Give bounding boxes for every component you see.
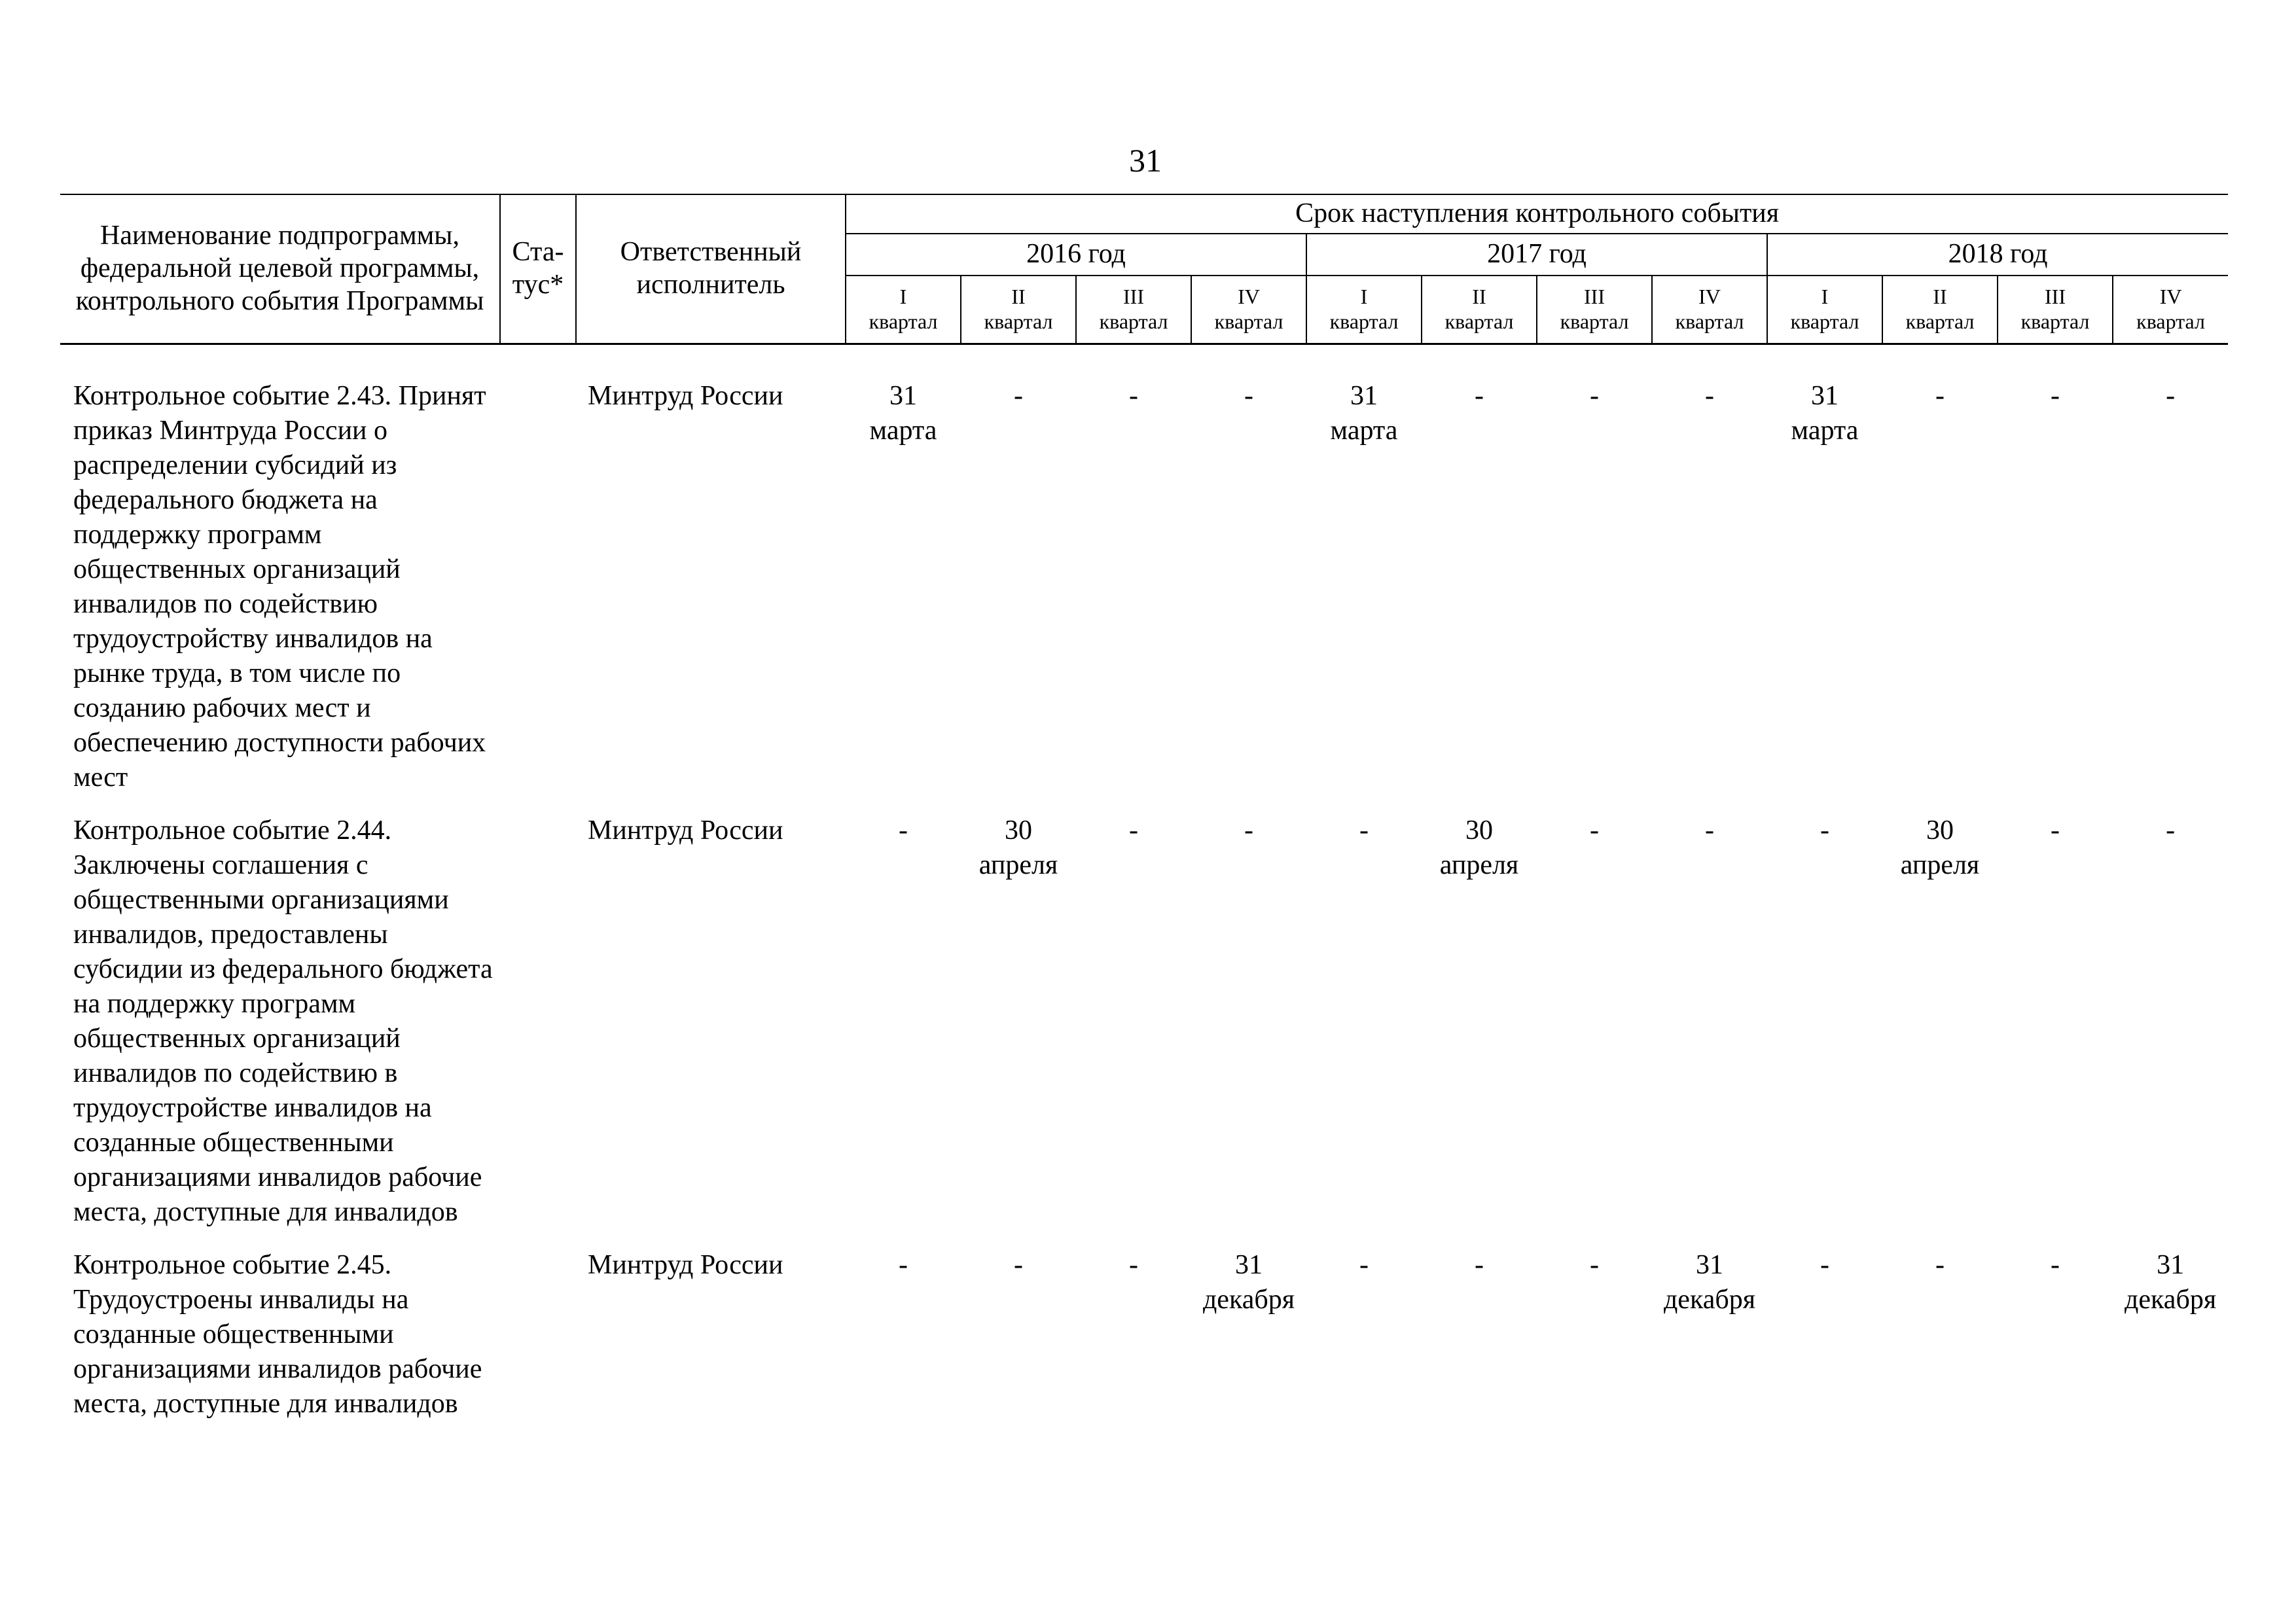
- header-quarter: IV квартал: [2113, 276, 2228, 344]
- deadline-day: -: [1129, 1249, 1138, 1280]
- event-executor: Минтруд России: [588, 1249, 783, 1280]
- quarter-cell: [1076, 1248, 1191, 1440]
- deadline-day: -: [899, 815, 908, 846]
- deadline-day: -: [1244, 380, 1253, 411]
- quarter-cell: [1422, 1248, 1537, 1440]
- deadline-day: -: [2051, 815, 2060, 846]
- quarter-cell: [846, 379, 961, 813]
- deadline-day: -: [1129, 815, 1138, 846]
- deadline-month: марта: [869, 415, 937, 446]
- deadline-month: марта: [1791, 415, 1859, 446]
- quarter-cell: [1076, 813, 1191, 1248]
- header-quarter: II квартал: [1422, 276, 1537, 344]
- quarter-cell: [1882, 379, 1998, 813]
- header-status-l2: тус*: [512, 269, 564, 300]
- quarter-cell: [1882, 813, 1998, 1248]
- event-name: Контрольное событие 2.44. Заключены соглашения с общественными организациями инвалидов, предоставлены субсидии из федерального бюджета на поддержку программ общественных организаций инвалидов по содействию в трудоустройстве инвалидов на созданные общественными организациями инвалидов рабочие места, доступные для инвалидов: [73, 815, 493, 1227]
- deadline-day: 31: [1350, 380, 1378, 411]
- deadline-month: апреля: [1439, 849, 1519, 880]
- quarter-cell: [1767, 379, 1882, 813]
- quarter-cell: [1076, 379, 1191, 813]
- quarter-cell: [1652, 379, 1767, 813]
- table-header: [60, 194, 2228, 344]
- quarter-cell: [961, 379, 1076, 813]
- deadline-day: -: [1014, 380, 1023, 411]
- header-quarter: III квартал: [1076, 276, 1191, 344]
- quarter-cell: [2113, 379, 2228, 813]
- header-quarter: IV квартал: [1652, 276, 1767, 344]
- header-quarter: I квартал: [1306, 276, 1422, 344]
- deadline-day: -: [899, 1249, 908, 1280]
- deadline-month: декабря: [2125, 1284, 2217, 1315]
- deadline-day: -: [1359, 815, 1369, 846]
- deadline-day: -: [2051, 1249, 2060, 1280]
- quarter-cell: [1652, 813, 1767, 1248]
- header-quarter: I квартал: [846, 276, 961, 344]
- deadline-day: 30: [1005, 815, 1032, 846]
- quarter-cell: [1998, 1248, 2113, 1440]
- deadline-day: -: [1475, 380, 1484, 411]
- header-quarter: II квартал: [961, 276, 1076, 344]
- quarter-cell: [1998, 813, 2113, 1248]
- deadline-day: -: [1935, 1249, 1945, 1280]
- quarter-cell: [961, 813, 1076, 1248]
- table-row: [60, 1248, 2228, 1440]
- header-quarter: IV квартал: [1191, 276, 1306, 344]
- quarter-cell: [1191, 813, 1306, 1248]
- deadline-day: -: [1590, 380, 1599, 411]
- header-year-2018: 2018 год: [1767, 234, 2228, 276]
- quarter-cell: [1767, 813, 1882, 1248]
- quarter-cell: [1882, 1248, 1998, 1440]
- deadline-day: 31: [889, 380, 917, 411]
- deadline-day: -: [1705, 815, 1714, 846]
- quarter-cell: [1306, 379, 1422, 813]
- deadline-month: декабря: [1202, 1284, 1295, 1315]
- deadline-day: -: [1014, 1249, 1023, 1280]
- quarter-cell: [846, 813, 961, 1248]
- deadline-day: -: [2166, 815, 2176, 846]
- deadline-day: -: [1359, 1249, 1369, 1280]
- quarter-cell: [1191, 1248, 1306, 1440]
- quarter-cell: [2113, 1248, 2228, 1440]
- quarter-cell: [1306, 1248, 1422, 1440]
- deadline-month: декабря: [1663, 1284, 1756, 1315]
- header-quarter: I квартал: [1767, 276, 1882, 344]
- page-number: 31: [1129, 142, 1162, 179]
- deadline-day: -: [1129, 380, 1138, 411]
- deadline-day: -: [1590, 815, 1599, 846]
- header-name-col: Наименование подпрограммы, федеральной целевой программы, контрольного события Программы: [60, 194, 500, 344]
- quarter-cell: [1422, 379, 1537, 813]
- quarter-cell: [1998, 379, 2113, 813]
- quarter-cell: [846, 1248, 961, 1440]
- deadline-day: -: [1935, 380, 1945, 411]
- quarter-cell: [1306, 813, 1422, 1248]
- quarter-cell: [2113, 813, 2228, 1248]
- deadline-day: 31: [1696, 1249, 1723, 1280]
- header-quarter: III квартал: [1537, 276, 1652, 344]
- deadline-day: 31: [1811, 380, 1839, 411]
- control-events-table: [60, 194, 2228, 1440]
- deadline-day: -: [1705, 380, 1714, 411]
- deadline-day: -: [1590, 1249, 1599, 1280]
- deadline-month: апреля: [978, 849, 1058, 880]
- quarter-cell: [1652, 1248, 1767, 1440]
- deadline-month: апреля: [1900, 849, 1980, 880]
- deadline-day: -: [2051, 380, 2060, 411]
- deadline-day: -: [1820, 1249, 1829, 1280]
- event-executor: Минтруд России: [588, 380, 783, 411]
- deadline-day: 30: [1465, 815, 1493, 846]
- header-year-2017: 2017 год: [1306, 234, 1767, 276]
- event-name: Контрольное событие 2.45. Трудоустроены инвалиды на созданные общественными организациями инвалидов рабочие места, доступные для инвалидов: [73, 1249, 482, 1419]
- header-year-2016: 2016 год: [846, 234, 1306, 276]
- deadline-day: -: [1475, 1249, 1484, 1280]
- table-row: [60, 813, 2228, 1248]
- deadline-day: 31: [2157, 1249, 2185, 1280]
- quarter-cell: [1537, 813, 1652, 1248]
- deadline-day: -: [1244, 815, 1253, 846]
- header-executor-col: Ответственный исполнитель: [576, 194, 846, 344]
- header-deadline-group: Срок наступления контрольного события: [846, 194, 2228, 234]
- event-executor: Минтруд России: [588, 815, 783, 846]
- quarter-cell: [1537, 1248, 1652, 1440]
- deadline-day: 30: [1926, 815, 1954, 846]
- quarter-cell: [1537, 379, 1652, 813]
- event-status: [500, 379, 576, 813]
- quarter-cell: [961, 1248, 1076, 1440]
- quarter-cell: [1767, 1248, 1882, 1440]
- header-status-col: [500, 194, 576, 344]
- deadline-day: -: [1820, 815, 1829, 846]
- table-body: [60, 344, 2228, 1440]
- deadline-day: 31: [1235, 1249, 1263, 1280]
- table-row: [60, 379, 2228, 813]
- header-status-l1: Ста-: [512, 237, 564, 268]
- header-quarter: III квартал: [1998, 276, 2113, 344]
- deadline-day: -: [2166, 380, 2176, 411]
- header-quarter: II квартал: [1882, 276, 1998, 344]
- quarter-cell: [1191, 379, 1306, 813]
- event-status: [500, 813, 576, 1248]
- event-name: Контрольное событие 2.43. Принят приказ Минтруда России о распределении субсидий из федерального бюджета на поддержку программ общественных организаций инвалидов по содействию трудоустройству инвалидов на рынке труда, в том числе по созданию рабочих мест и обеспечению доступности рабочих мест: [73, 380, 486, 793]
- deadline-month: марта: [1330, 415, 1398, 446]
- quarter-cell: [1422, 813, 1537, 1248]
- event-status: [500, 1248, 576, 1440]
